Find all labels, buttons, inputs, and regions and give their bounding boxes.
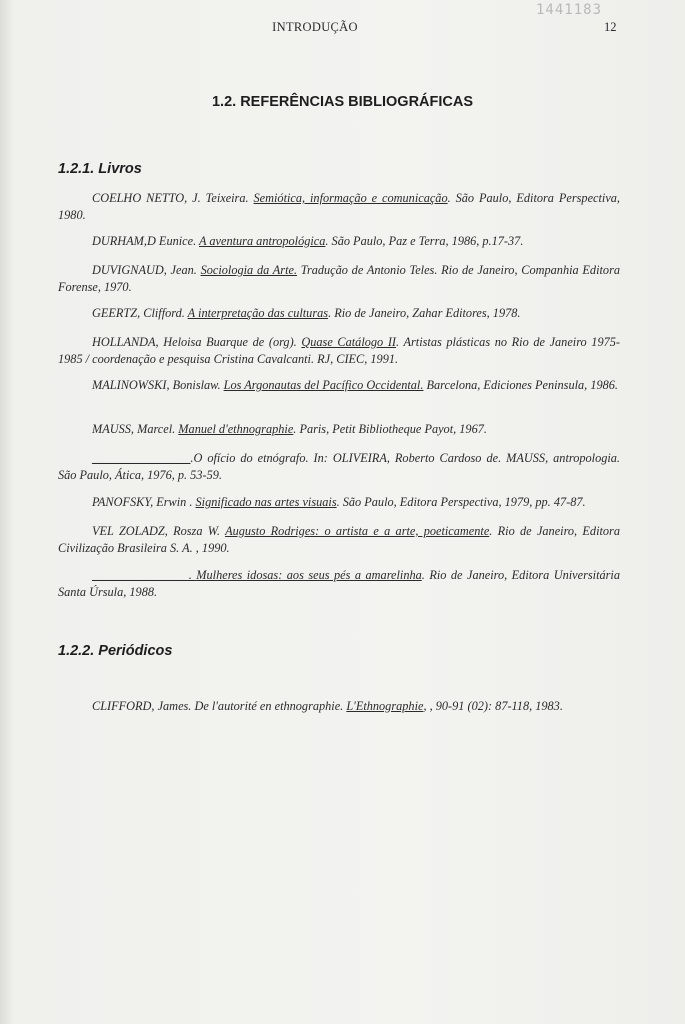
reference-item: DUVIGNAUD, Jean. Sociologia da Arte. Tradução de Antonio Teles. Rio de Janeiro, Companhia Editora Forense, 1970.	[58, 263, 620, 294]
reference-item: ________________.O ofício do etnógrafo. In: OLIVEIRA, Roberto Cardoso de. MAUSS, antropologia. São Paulo, Ática, 1976, p. 53-59.	[58, 451, 620, 482]
reference-item: COELHO NETTO, J. Teixeira. Semiótica, informação e comunicação. São Paulo, Editora Perspectiva, 1980.	[58, 191, 620, 222]
books-heading: 1.2.1. Livros	[58, 161, 142, 177]
library-stamp: 1441183	[536, 2, 603, 18]
reference-item: _______________ . Mulheres idosas: aos seus pés a amarelinha. Rio de Janeiro, Editora Universitária Santa Úrsula, 1988.	[58, 568, 620, 599]
periodicals-heading: 1.2.2. Periódicos	[58, 643, 173, 659]
reference-item: PANOFSKY, Erwin . Significado nas artes visuais. São Paulo, Editora Perspectiva, 1979, pp. 47-87.	[92, 495, 586, 509]
reference-item: MALINOWSKI, Bonislaw. Los Argonautas del Pacífico Occidental. Barcelona, Ediciones Peninsula, 1986.	[92, 378, 618, 392]
reference-item: MAUSS, Marcel. Manuel d'ethnographie. Paris, Petit Bibliotheque Payot, 1967.	[92, 422, 487, 436]
running-header: INTRODUÇÃO	[272, 20, 358, 34]
reference-item: CLIFFORD, James. De l'autorité en ethnographie. L'Ethnographie, , 90-91 (02): 87-118, 1983.	[92, 699, 563, 713]
reference-item: HOLLANDA, Heloisa Buarque de (org). Quase Catálogo II. Artistas plásticas no Rio de Janeiro 1975-1985 / coordenação e pesquisa Cristina Cavalcanti. RJ, CIEC, 1991.	[58, 335, 620, 366]
reference-item: VEL ZOLADZ, Rosza W. Augusto Rodriges: o artista e a arte, poeticamente. Rio de Janeiro, Editora Civilização Brasileira S. A. , 1990.	[58, 524, 620, 555]
reference-item: DURHAM,D Eunice. A aventura antropológica. São Paulo, Paz e Terra, 1986, p.17-37.	[92, 234, 524, 248]
section-title: 1.2. REFERÊNCIAS BIBLIOGRÁFICAS	[211, 94, 474, 110]
reference-item: GEERTZ, Clifford. A interpretação das culturas. Rio de Janeiro, Zahar Editores, 1978.	[92, 306, 521, 320]
page-number: 12	[604, 20, 617, 34]
